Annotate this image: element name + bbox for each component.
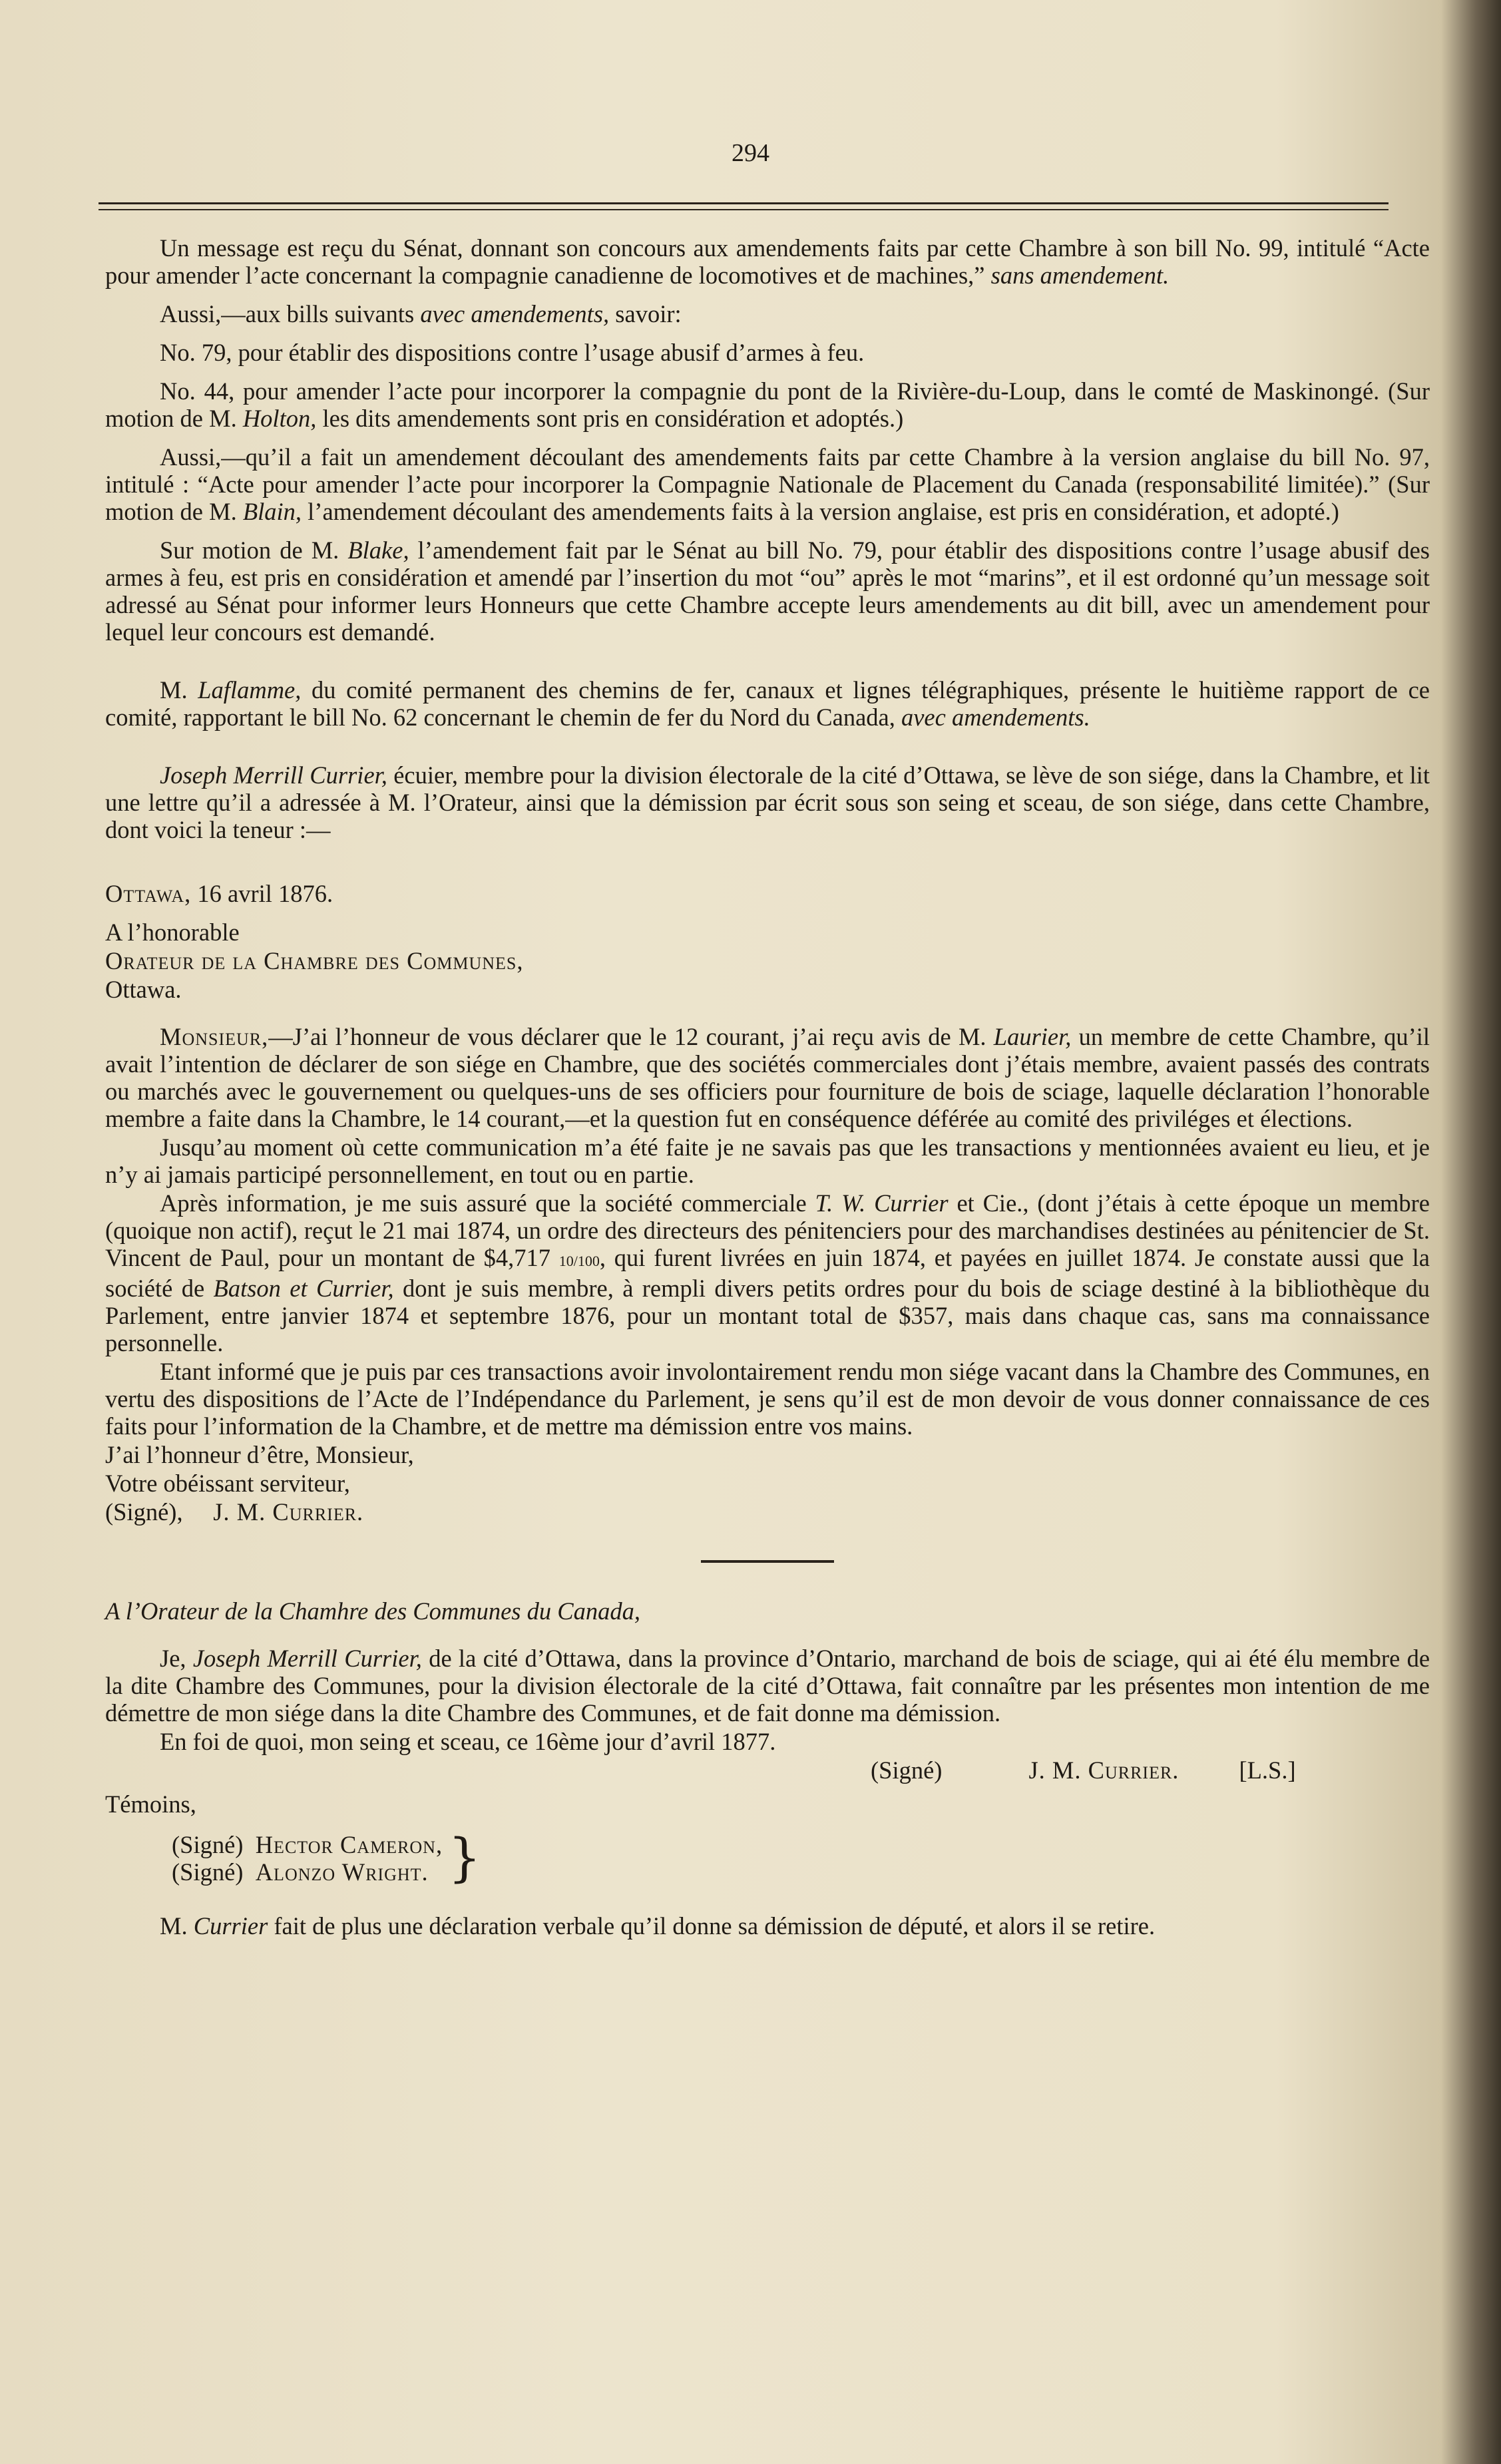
- paragraph-bills: Aussi,—aux bills suivants avec amendements, savoir:: [160, 300, 682, 327]
- body-text: [105, 234, 1430, 1951]
- final-paragraph: M. Currier fait de plus une déclaration verbale qu’il donne sa démission de député, et alors il se retire.: [160, 1912, 1156, 1940]
- resignation-paragraph-2: En foi de quoi, mon seing et sceau, ce 16ème jour d’avril 1877.: [160, 1728, 776, 1755]
- paragraph-bill-44: No. 44, pour amender l’acte pour incorporer la compagnie du pont de la Rivière-du-Loup, dans le comté de Maskinongé. (Sur motion de M. Holton, les dits amendements sont pris en considération et adoptés.): [105, 377, 1430, 432]
- header-rule: [99, 202, 1389, 210]
- witnesses-block: [172, 1828, 1430, 1888]
- letter-address-line1: A l’honorable: [105, 919, 240, 946]
- letter-dateline: Ottawa, 16 avril 1876.: [105, 880, 333, 907]
- letter-closing-2: Votre obéissant serviteur,: [105, 1470, 350, 1497]
- letter-signature: (Signé), J. M. Currier.: [105, 1498, 364, 1526]
- paragraph-currier-rises: Joseph Merrill Currier, écuier, membre pour la division électorale de la cité d’Ottawa, se lève de son siége, dans la Chambre, et lit une lettre qu’il a adressée à M. l’Orateur, ainsi que la démission par écrit sous son seing et sceau, de son siége, dans cette Chambre, dont voici la teneur :—: [105, 761, 1430, 843]
- witness-2: (Signé) Alonzo Wright.: [172, 1858, 429, 1886]
- letter-address-line3: Ottawa.: [105, 976, 182, 1003]
- letter-closing-1: J’ai l’honneur d’être, Monsieur,: [105, 1441, 414, 1468]
- resignation-heading: A l’Orateur de la Chamhre des Communes du Canada,: [105, 1597, 640, 1625]
- paragraph-blake-motion: Sur motion de M. Blake, l’amendement fait par le Sénat au bill No. 79, pour établir des dispositions contre l’usage abusif des armes à feu, est pris en considération et amendé par l’insertion du mot “ou” après le mot “marins”, et il est ordonné qu’un message soit adressé au Sénat pour informer leurs Honneurs que cette Chambre accepte leurs amendements au dit bill, avec un amendement pour lequel leur concours est demandé.: [105, 536, 1430, 646]
- letter-paragraph-3: Après information, je me suis assuré que la société commerciale T. W. Currier et Cie., (dont j’étais à cette époque un membre (quoique non actif), reçut le 21 mai 1874, un ordre des directeurs des pénitenciers pour des marchandises destinées au pénitencier de St. Vincent de Paul, pour un montant de $4,717 10/100, qui furent livrées en juin 1874, et payées en juillet 1874. Je constate aussi que la société de Batson et Currier, dont je suis membre, à rempli divers petits ordres pour du bois de sciage destiné à la bibliothèque du Parlement, entre janvier 1874 et septembre 1876, pour un montant total de $357, mais dans chaque cas, sans ma connaissance personnelle.: [105, 1189, 1430, 1356]
- resignation-signature: (Signé) J. M. Currier. [L.S.]: [871, 1756, 1296, 1784]
- page-number: 294: [732, 139, 769, 167]
- letter-paragraph-2: Jusqu’au moment où cette communication m’a été faite je ne savais pas que les transactions y mentionnées avaient eu lieu, et je n’y ai jamais participé personnellement, en tout ou en partie.: [105, 1133, 1430, 1188]
- witness-1: (Signé) Hector Cameron,: [172, 1831, 443, 1858]
- letter-paragraph-1: Monsieur,—J’ai l’honneur de vous déclarer que le 12 courant, j’ai reçu avis de M. Laurier, un membre de cette Chambre, qu’il avait l’intention de déclarer de son siége en Chambre, que des sociétés commerciales dont j’étais membre, avaient passés des contrats ou marchés avec le gouvernement ou quelques-uns de ses officiers pour fourniture de bois de sciage, laquelle déclaration l’honorable membre a faite dans la Chambre, le 14 courant,—et la question fut en conséquence déférée au comité des priviléges et élections.: [105, 1023, 1430, 1132]
- letter-paragraph-4: Etant informé que je puis par ces transactions avoir involontairement rendu mon siége vacant dans la Chambre des Communes, en vertu des dispositions de l’Acte de l’Indépendance du Parlement, je sens qu’il est de mon devoir de vous donner connaissance de ces faits pour l’information de la Chambre, et de mettre ma démission entre vos mains.: [105, 1358, 1430, 1440]
- witness-brace: }: [448, 1828, 481, 1888]
- paragraph-bill-97: Aussi,—qu’il a fait un amendement découlant des amendements faits par cette Chambre à la version anglaise du bill No. 97, intitulé : “Acte pour amender l’acte pour incorporer la Compagnie Nationale de Placement du Canada (responsabilité limitée).” (Sur motion de M. Blain, l’amendement découlant des amendements faits à la version anglaise, est pris en considération, et adopté.): [105, 443, 1430, 525]
- paragraph-senate-message: Un message est reçu du Sénat, donnant son concours aux amendements faits par cette Chambre à son bill No. 99, intitulé “Acte pour amender l’acte concernant la compagnie canadienne de locomotives et de machines,” sans amendement.: [105, 234, 1430, 289]
- paragraph-bill-79: No. 79, pour établir des dispositions contre l’usage abusif d’armes à feu.: [160, 339, 865, 366]
- paragraph-laflamme-report: M. Laflamme, du comité permanent des chemins de fer, canaux et lignes télégraphiques, présente le huitième rapport de ce comité, rapportant le bill No. 62 concernant le chemin de fer du Nord du Canada, avec amendements.: [105, 676, 1430, 731]
- witnesses-label: Témoins,: [105, 1790, 196, 1818]
- section-divider: [701, 1560, 834, 1563]
- letter-address-line2: Orateur de la Chambre des Communes,: [105, 947, 524, 974]
- resignation-paragraph-1: Je, Joseph Merrill Currier, de la cité d’Ottawa, dans la province d’Ontario, marchand de bois de sciage, qui ai été élu membre de la dite Chambre des Communes, pour la division électorale de la cité d’Ottawa, fait connaître par les présentes mon intention de me démettre de mon siége dans la dite Chambre des Communes, et de fait donne ma démission.: [105, 1645, 1430, 1727]
